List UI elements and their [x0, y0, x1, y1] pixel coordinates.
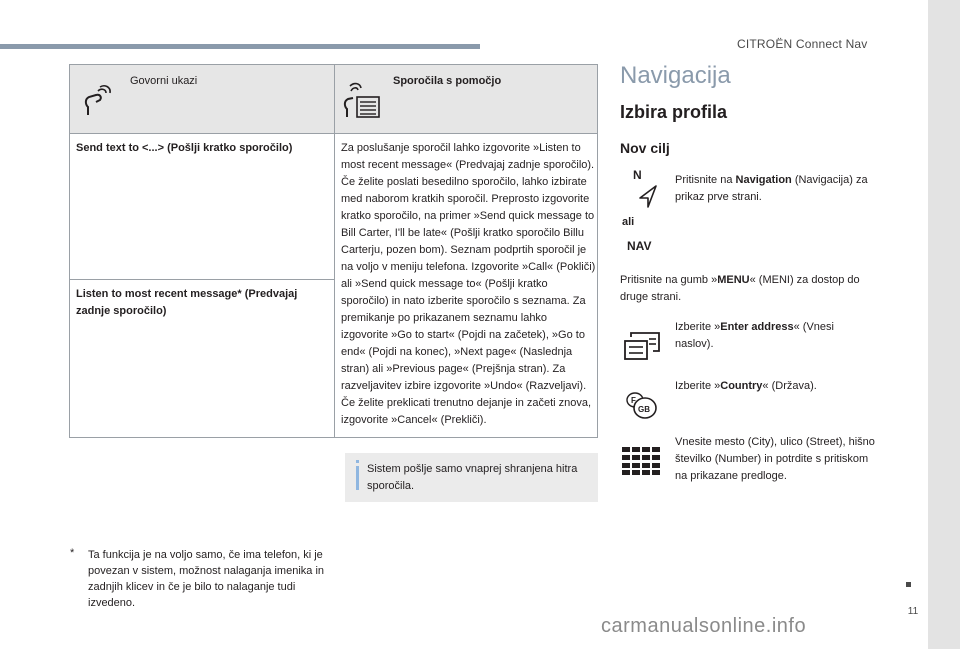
step-navigation: Pritisnite na Navigation (Navigacija) za prikaz prve strani. [675, 174, 868, 203]
step-country: Izberite »Country« (Država). [675, 380, 817, 392]
command-listen-recent: Listen to most recent message* (Predvajaj zadnje sporočilo) [76, 288, 298, 317]
nav-button-label: NAV [627, 239, 652, 253]
enter-address-icon [623, 331, 661, 361]
navigation-arrow-icon [636, 184, 660, 210]
keyboard-grid-icon [622, 447, 662, 475]
table-divider [70, 279, 334, 280]
voice-command-icon [82, 83, 114, 117]
info-icon [356, 466, 359, 490]
column-header-help-messages: Sporočila s pomočjo [393, 75, 502, 87]
svg-text:F: F [631, 396, 636, 405]
table-divider [334, 133, 335, 437]
watermark: carmanualsonline.info [601, 615, 807, 637]
info-text: Sistem pošlje samo vnaprej shranjena hitra sporočila. [367, 463, 578, 492]
header-rule [0, 44, 480, 49]
step-enter-address: Izberite »Enter address« (Vnesi naslov). [675, 321, 834, 350]
table-header-cell [335, 65, 597, 133]
or-label: ali [622, 216, 635, 228]
page-number: 11 [907, 606, 919, 617]
info-icon [356, 460, 359, 463]
table-header-cell [70, 65, 335, 133]
country-flag-icon [623, 391, 659, 421]
subsubsection-title: Nov cilj [620, 140, 670, 156]
subsection-title: Izbira profila [620, 102, 728, 122]
column-header-voice-commands: Govorni ukazi [130, 75, 198, 87]
compass-n-label: N [633, 168, 642, 182]
footnote-text: Ta funkcija je na voljo samo, če ima telefon, ki je povezan v sistem, možnost nalaganja imenika in zadnjih klicev in če je bilo to nalaganje tudi izvedeno. [88, 549, 325, 609]
help-text: Za poslušanje sporočil lahko izgovorite »Listen to most recent message« (Predvajaj zadnje sporočilo). Če želite poslati besedilno sporočilo, lahko izbirate med naborom kratkih sporočil. Preprosto izgovorite kratko sporočilo, na primer »Send quick message to Bill Carter, I'll be late« (Pošlji kratko sporočilo Billu Carterju, pozen bom). Seznam podprtih sporočil je na voljo v meniju telefona. Izgovorite »Call« (Pokliči) ali »Send quick message to« (Pošlji kratko sporočilo) in nato izberite sporočilo s seznama. Za premikanje po prikazanem seznamu lahko izgovorite »Go to start« (Pojdi na začetek), »Go to end« (Pojdi na konec), »Next page« (Naslednja stran) ali »Previous page« (Prejšnja stran). Za razveljavitev izbire izgovorite »Undo« (Razveljavi). Če želite preklicati trenutno dejanje in začeti znova, izgovorite »Cancel« (Prekliči). [341, 142, 596, 426]
voice-commands-table [69, 64, 598, 438]
section-title: Navigacija [620, 62, 731, 89]
info-box [345, 453, 598, 502]
step-menu: Pritisnite na gumb »MENU« (MENI) za dostop do druge strani. [620, 274, 860, 303]
brand-title: CITROËN Connect Nav [737, 37, 868, 51]
step-city-street: Vnesite mesto (City), ulico (Street), hišno številko (Number) in potrdite s pritiskom na prikazane predloge. [675, 436, 875, 482]
svg-text:GB: GB [638, 405, 650, 414]
page-margin-strip [928, 0, 960, 649]
footnote-marker: * [70, 547, 75, 559]
continue-marker [906, 582, 911, 587]
voice-help-icon [343, 81, 383, 121]
command-send-text: Send text to <...> (Pošlji kratko sporočilo) [76, 142, 293, 154]
